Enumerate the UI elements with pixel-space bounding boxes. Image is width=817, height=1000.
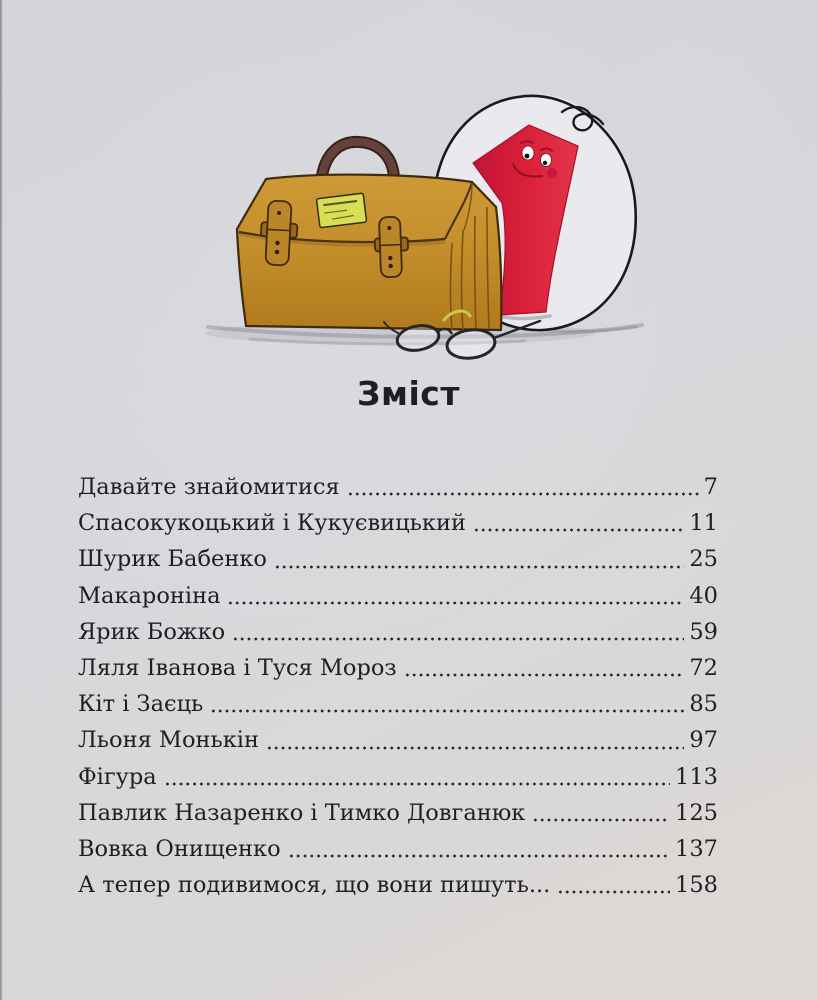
toc-entry-title: Шурик Бабенко bbox=[78, 546, 267, 573]
toc-entry bbox=[78, 650, 718, 686]
toc-dot-leader bbox=[164, 759, 670, 795]
satchel-label bbox=[316, 193, 366, 228]
toc-list bbox=[78, 469, 718, 903]
toc-entry-page: 7 bbox=[703, 474, 718, 500]
toc-entry-title: Ляля Іванова і Туся Мороз bbox=[78, 654, 397, 681]
toc-entry-page: 85 bbox=[689, 691, 718, 718]
toc-entry bbox=[78, 795, 718, 831]
toc-entry bbox=[78, 505, 718, 541]
toc-entry-title: Фігура bbox=[78, 763, 157, 790]
toc-dot-leader bbox=[232, 614, 684, 650]
toc-entry-title: Льоня Монькін bbox=[78, 727, 259, 754]
toc-entry-page: 137 bbox=[675, 835, 718, 862]
toc-dot-leader bbox=[473, 505, 684, 541]
toc-entry-title: Вовка Онищенко bbox=[78, 835, 281, 862]
toc-dot-leader bbox=[404, 650, 685, 686]
toc-entry-page: 97 bbox=[689, 727, 718, 754]
toc-dot-leader bbox=[532, 795, 670, 831]
toc-entry-title: А тепер подивимося, що вони пишуть... bbox=[78, 872, 551, 899]
toc-entry bbox=[78, 867, 718, 903]
toc-entry-title: Спасокукоцький і Кукуєвицький bbox=[78, 510, 466, 537]
toc-dot-leader bbox=[557, 867, 670, 903]
toc-entry-page: 113 bbox=[675, 763, 718, 790]
toc-entry-page: 158 bbox=[675, 872, 718, 899]
toc-entry-title: Кіт і Заєць bbox=[78, 691, 204, 718]
one-blush bbox=[547, 168, 557, 178]
page-title: Зміст bbox=[357, 374, 460, 413]
toc-entry bbox=[78, 541, 718, 577]
toc-entry-title: Макароніна bbox=[78, 582, 221, 609]
toc-entry-page: 59 bbox=[689, 618, 718, 645]
page-left-edge-shadow bbox=[0, 0, 3, 1000]
toc-entry-page: 125 bbox=[675, 799, 718, 826]
toc-entry-page: 72 bbox=[689, 654, 718, 681]
toc-entry bbox=[78, 722, 718, 758]
toc-entry-title: Ярик Божко bbox=[78, 618, 226, 645]
toc-dot-leader bbox=[288, 831, 670, 867]
toc-dot-leader bbox=[227, 578, 684, 614]
toc-entry-title: Павлик Назаренко і Тимко Довганюк bbox=[78, 799, 526, 826]
toc-dot-leader bbox=[347, 469, 699, 505]
toc-dot-leader bbox=[210, 686, 684, 722]
toc-entry bbox=[78, 686, 718, 722]
toc-dot-leader bbox=[266, 722, 684, 758]
toc-entry bbox=[78, 469, 718, 505]
toc-entry-page: 25 bbox=[689, 546, 718, 573]
toc-dot-leader bbox=[274, 541, 684, 577]
toc-entry-page: 11 bbox=[689, 510, 718, 537]
toc-entry bbox=[78, 578, 718, 614]
toc-entry bbox=[78, 759, 718, 795]
toc-entry bbox=[78, 831, 718, 867]
toc-entry bbox=[78, 614, 718, 650]
toc-entry-page: 40 bbox=[689, 582, 718, 609]
cover-illustration bbox=[100, 80, 660, 380]
toc-entry-title: Давайте знайомитися bbox=[78, 474, 340, 500]
